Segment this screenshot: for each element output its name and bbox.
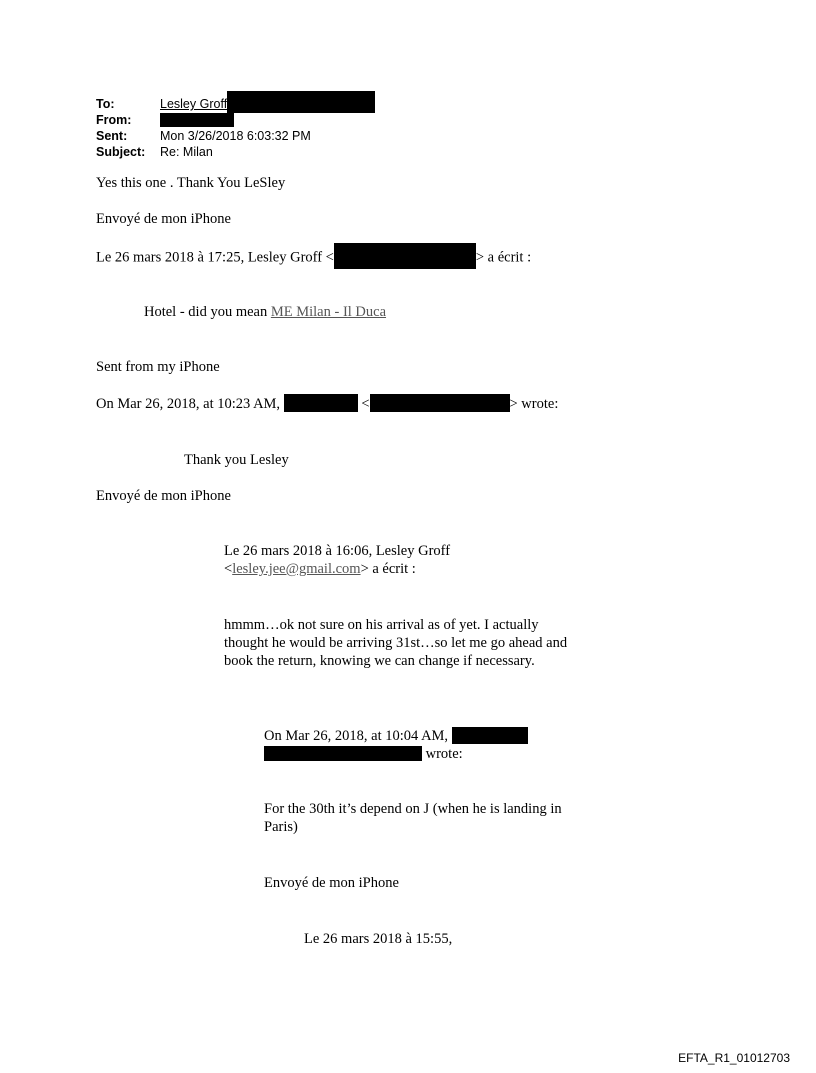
quote-header-tail: > a écrit :: [360, 561, 416, 577]
quote-header-lt: <: [361, 396, 370, 412]
quote-header: Le 26 mars 2018 à 15:55,: [304, 931, 453, 947]
signature: Envoyé de mon iPhone: [96, 488, 231, 504]
document-id: EFTA_R1_01012703: [678, 1051, 790, 1065]
hotel-text: Hotel - did you mean: [144, 304, 271, 320]
quote-header-tail: wrote:: [425, 746, 463, 762]
email-link[interactable]: lesley.jee@gmail.com: [232, 561, 361, 577]
quote-header-tail: > a écrit :: [475, 249, 532, 266]
redaction-bar: [227, 91, 375, 113]
quote-header-text: On Mar 26, 2018, at 10:04 AM,: [264, 728, 449, 744]
quote-header-lt: <: [224, 561, 233, 577]
hotel-line: [144, 303, 386, 321]
to-value: [160, 96, 375, 113]
quote-header-line2: [264, 745, 463, 763]
signature: Envoyé de mon iPhone: [96, 211, 231, 227]
quote-header: Le 26 mars 2018 à 16:06, Lesley Groff: [224, 543, 451, 559]
redaction-bar: [264, 746, 422, 761]
quote-header-text: Le 26 mars 2018 à 17:25, Lesley Groff <: [96, 249, 334, 266]
from-value: [160, 112, 234, 128]
quote-header-email-line: [224, 560, 416, 578]
to-label: To:: [96, 97, 115, 111]
redaction-bar: [334, 243, 476, 269]
reply-line: Yes this one . Thank You LeSley: [96, 175, 286, 191]
hotel-link[interactable]: ME Milan - Il Duca: [270, 304, 387, 320]
sent-label: Sent:: [96, 129, 128, 143]
quote-header: [264, 727, 528, 745]
redaction-bar: [370, 394, 510, 412]
subject-label: Subject:: [96, 145, 146, 159]
signature: Envoyé de mon iPhone: [264, 875, 399, 891]
signature: Sent from my iPhone: [96, 359, 220, 375]
from-label: From:: [96, 113, 132, 127]
redaction-bar: [452, 727, 528, 744]
subject-value: Re: Milan: [160, 145, 213, 159]
to-name: Lesley Groff: [160, 97, 228, 111]
message-paragraph: For the 30th it’s depend on J (when he is landing in Paris): [264, 801, 562, 835]
redaction-bar: [160, 113, 234, 127]
message-paragraph: hmmm…ok not sure on his arrival as of yet. I actually thought he would be arriving 31st…so let me go ahead and book the return, knowing we can change if necessary.: [224, 617, 568, 669]
quote-header-tail: > wrote:: [509, 396, 559, 412]
thanks-line: Thank you Lesley: [184, 452, 289, 468]
quote-header: [96, 247, 531, 269]
quote-header: [96, 395, 558, 413]
sent-value: Mon 3/26/2018 6:03:32 PM: [160, 129, 311, 143]
quote-header-text: On Mar 26, 2018, at 10:23 AM,: [96, 396, 281, 412]
redaction-bar: [284, 394, 358, 412]
